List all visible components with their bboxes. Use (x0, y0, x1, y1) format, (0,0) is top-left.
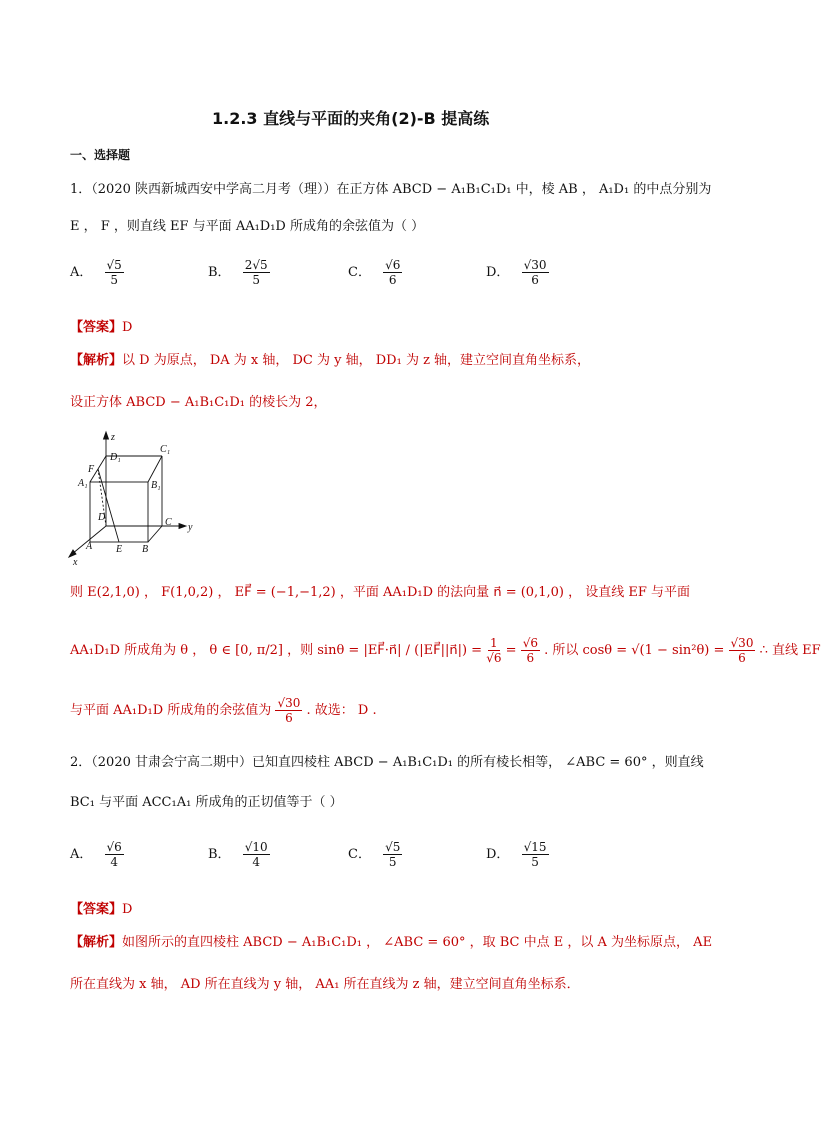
q1-answer (70, 316, 132, 335)
q1-analysis-line4 (70, 636, 821, 665)
fraction-denominator: 5 (531, 855, 539, 869)
fraction-numerator: √10 (244, 840, 268, 854)
option-fraction (383, 258, 402, 287)
fraction-numerator: 1 (490, 636, 498, 650)
analysis-text: . 故选： D . (306, 703, 377, 718)
analysis-text: AA₁D₁D 所成角为 θ ， θ ∈ [0, π/2] ，则 sinθ = |EF⃗·n⃗| / (|EF⃗||n⃗|) = (70, 643, 483, 658)
option-fraction (383, 840, 402, 869)
segment-ef (98, 469, 119, 542)
fraction-numerator: √6 (385, 258, 401, 272)
fraction-numerator: √30 (730, 636, 754, 650)
option-fraction (105, 840, 124, 869)
analysis-tag: 【解析】 (70, 935, 123, 950)
fraction-one-over-root6 (486, 636, 501, 665)
analysis-text: ∴ 直线 EF (759, 643, 821, 658)
page-title: 1.2.3 直线与平面的夹角(2)-B 提高练 (212, 109, 490, 128)
option-fraction (522, 258, 549, 287)
q2-option-b (208, 840, 270, 869)
option-fraction (243, 258, 270, 287)
label-b: B (142, 544, 149, 555)
label-x: x (73, 557, 78, 568)
fraction-denominator: 5 (252, 273, 260, 287)
label-a1: A₁ (78, 478, 88, 489)
y-axis-arrow (179, 524, 186, 529)
q1-stem-line2: E ， F ，则直线 EF 与平面 AA₁D₁D 所成角的余弦值为（ ） (70, 219, 425, 234)
option-label: D． (486, 265, 510, 280)
label-f: F (88, 464, 95, 475)
analysis-text: 以 D 为原点， DA 为 x 轴， DC 为 y 轴， DD₁ 为 z 轴，建立空间直角坐标系， (122, 353, 591, 368)
option-label: C． (348, 265, 371, 280)
q2-answer (70, 898, 132, 917)
fraction-root6-over-6 (521, 636, 540, 665)
label-y: y (188, 522, 193, 533)
q2-stem-line2: BC₁ 与平面 ACC₁A₁ 所成角的正切值等于（ ） (70, 795, 343, 810)
fraction-denominator: 5 (388, 855, 397, 869)
option-label: D． (486, 847, 510, 862)
q1-option-a (70, 258, 124, 287)
q1-analysis-line1 (70, 352, 590, 370)
q1-analysis-line5 (70, 696, 377, 725)
fraction-numerator: √30 (277, 696, 301, 710)
fraction-numerator: √5 (385, 840, 401, 854)
fraction-root30-over-6 (275, 696, 302, 725)
answer-tag: 【答案】 (70, 320, 123, 335)
q1-stem-line1: 1．（2020 陕西新城西安中学高二月考（理））在正方体 ABCD − A₁B₁C₁D₁ 中，棱 AB ， A₁D₁ 的中点分别为 (70, 182, 712, 197)
fraction-denominator: √6 (486, 651, 502, 665)
section-heading: 一、选择题 (70, 148, 131, 162)
label-c1: C₁ (160, 444, 171, 455)
fraction-numerator: 2√5 (244, 258, 268, 272)
option-fraction (243, 840, 270, 869)
label-e: E (116, 544, 123, 555)
answer-value: D (122, 320, 133, 335)
q1-analysis-line2: 设正方体 ABCD − A₁B₁C₁D₁ 的棱长为 2， (70, 395, 327, 410)
fraction-denominator: 6 (738, 651, 746, 665)
label-d: D (98, 512, 106, 523)
option-fraction (522, 840, 549, 869)
option-fraction (105, 258, 124, 287)
fraction-numerator: √30 (523, 258, 547, 272)
z-axis-arrow (104, 432, 109, 439)
q2-stem-line1: 2．（2020 甘肃会宁高二期中）已知直四棱柱 ABCD − A₁B₁C₁D₁ 的所有棱长相等， ∠ABC = 60° ，则直线 (70, 755, 704, 770)
q1-analysis-line3: 则 E(2,1,0) ， F(1,0,2) ， EF⃗ = (−1,−1,2) ，平面 AA₁D₁D 的法向量 n⃗ = (0,1,0) ， 设直线 EF 与平面 (70, 585, 690, 600)
q1-option-c (348, 258, 402, 287)
label-a: A (86, 541, 93, 552)
q2-option-a (70, 840, 124, 869)
fraction-numerator: √5 (106, 258, 122, 272)
option-label: C． (348, 847, 371, 862)
analysis-tag: 【解析】 (70, 353, 123, 368)
option-label: B． (208, 847, 231, 862)
fraction-denominator: 6 (285, 711, 293, 725)
fraction-numerator: √15 (523, 840, 547, 854)
answer-tag: 【答案】 (70, 902, 123, 917)
answer-value: D (122, 902, 133, 917)
option-label: A． (70, 847, 93, 862)
analysis-text: . 所以 cosθ = √(1 − sin²θ) = (544, 643, 725, 658)
fraction-numerator: √6 (522, 636, 538, 650)
label-z: z (111, 432, 115, 443)
fraction-numerator: √6 (106, 840, 122, 854)
q2-option-c (348, 840, 402, 869)
q2-option-d (486, 840, 549, 869)
q1-option-b (208, 258, 270, 287)
analysis-text: 如图所示的直四棱柱 ABCD − A₁B₁C₁D₁ ， ∠ABC = 60° ，取 BC 中点 E ，以 A 为坐标原点， AE (122, 935, 713, 950)
q2-analysis-line1 (70, 934, 712, 952)
equals-sign: = (505, 643, 517, 658)
fraction-denominator: 5 (110, 273, 118, 287)
q2-analysis-line2: 所在直线为 x 轴， AD 所在直线为 y 轴， AA₁ 所在直线为 z 轴，建立空间直角坐标系． (70, 977, 580, 992)
fraction-denominator: 6 (526, 651, 535, 665)
label-c: C (165, 517, 172, 528)
fraction-denominator: 6 (388, 273, 397, 287)
fraction-denominator: 4 (252, 855, 260, 869)
q1-option-d (486, 258, 549, 287)
fraction-root30-over-6 (729, 636, 756, 665)
label-b1: B₁ (151, 480, 161, 491)
analysis-text: 与平面 AA₁D₁D 所成角的余弦值为 (70, 703, 272, 718)
option-label: B． (208, 265, 231, 280)
label-d1: D₁ (110, 452, 121, 463)
fraction-denominator: 6 (531, 273, 539, 287)
option-label: A． (70, 265, 93, 280)
cube-figure (62, 426, 202, 566)
fraction-denominator: 4 (110, 855, 118, 869)
